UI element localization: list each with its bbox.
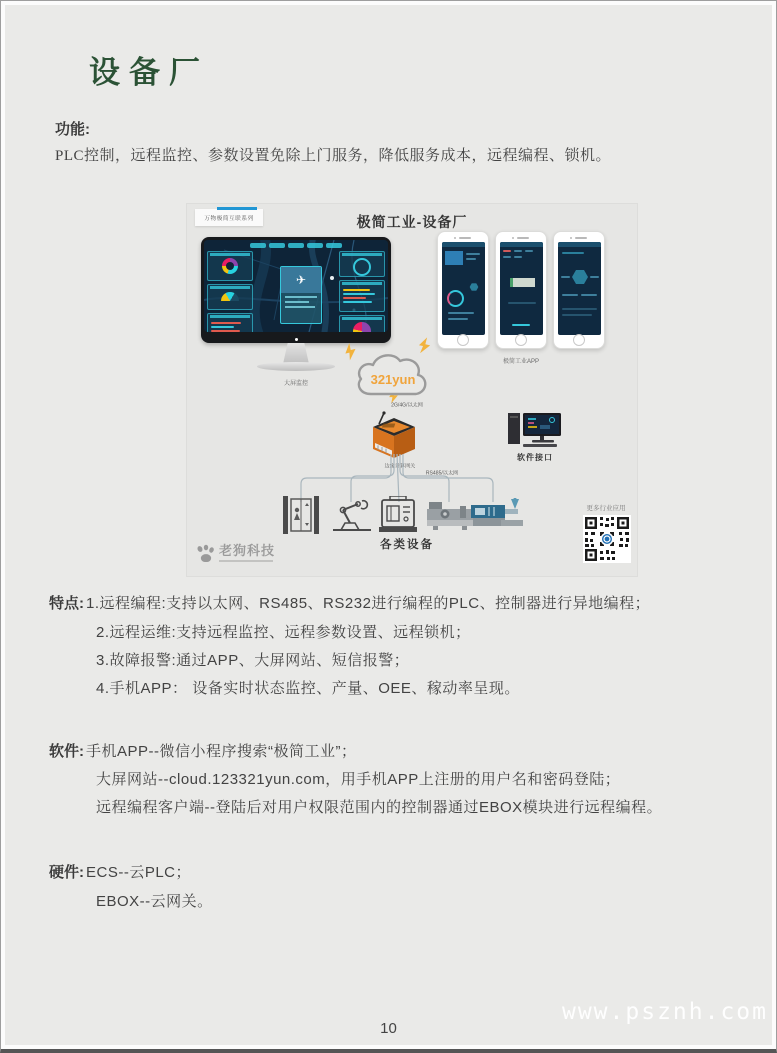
- software-line-1: 手机APP--微信小程序搜索“极简工业”；: [86, 743, 357, 760]
- phone-home-button: [573, 334, 585, 346]
- airplane-icon: ✈: [295, 273, 307, 287]
- watermark: www.psznh.com: [561, 999, 768, 1025]
- injection-molding-machine-icon: [471, 498, 525, 532]
- features-line-3: 3.故障报警:通过APP、大屏网站、短信报警；: [96, 652, 410, 669]
- qr-code: [583, 515, 631, 563]
- dashboard-donut-panel: [207, 251, 253, 281]
- brand-logo: [195, 544, 275, 564]
- page-title: 设备厂: [89, 55, 209, 90]
- qr-label: 更多行业应用: [586, 505, 626, 512]
- cloud-icon: [351, 348, 435, 402]
- monitor-label: 大屏监控: [283, 381, 308, 387]
- dashboard-ring-panel: [339, 251, 385, 277]
- diagram-title: 极简工业-设备厂: [356, 214, 468, 230]
- elevator-icon: [283, 496, 319, 534]
- dashboard-right-panels: [339, 251, 385, 332]
- phone-3-screen: [558, 242, 601, 335]
- features-line-2: 2.远程运维:支持远程监控、远程参数设置、远程锁机；: [96, 624, 471, 641]
- software-interface-pc-icon: [507, 411, 563, 449]
- dashboard-detail-card: [280, 266, 322, 324]
- phone-home-button: [457, 334, 469, 346]
- architecture-diagram: [187, 204, 637, 576]
- dashboard-gauge-panel: [207, 284, 253, 310]
- uplink-label: 2G/4G/以太网: [391, 403, 423, 409]
- series-badge-label: 万物极简互联系列: [204, 216, 254, 222]
- dashboard-list-panel: [339, 280, 385, 312]
- features-line-1: 1.远程编程:支持以太网、RS485、RS232进行编程的PLC、控制器进行异地编程；: [86, 595, 651, 612]
- phone-home-button: [515, 334, 527, 346]
- gateway-label: 边缘计算网关: [384, 464, 416, 470]
- dashboard-nav: [204, 243, 388, 248]
- phone-1: [437, 231, 489, 349]
- paw-icon: [195, 544, 215, 564]
- brand-subtext-bar: [219, 560, 273, 562]
- features-line-4: 4.手机APP： 设备实时状态监控、产量、OEE、稼动率呈现。: [96, 680, 520, 697]
- phone-2-screen: [500, 242, 543, 335]
- software-line-3: 远程编程客户端--登陆后对用户权限范围内的控制器通过EBOX模块进行远程编程。: [96, 799, 663, 816]
- function-text: PLC控制，远程监控、参数设置免除上门服务，降低服务成本，远程编程、锁机。: [55, 148, 612, 164]
- monitor-base: [257, 362, 335, 371]
- robot-arm-icon: [331, 498, 373, 532]
- phone-1-screen: [442, 242, 485, 335]
- phones-label: 极简工业APP: [502, 359, 539, 365]
- page-number: 10: [380, 1020, 397, 1037]
- phone-2: [495, 231, 547, 349]
- software-line-2: 大屏网站--cloud.123321yun.com，用手机APP上注册的用户名和密码登陆；: [96, 771, 621, 788]
- lathe-icon: [427, 500, 473, 530]
- monitor-power-dot: [295, 338, 298, 341]
- features-row-1: [49, 592, 650, 613]
- function-label: 功能:: [55, 121, 90, 138]
- hardware-line-1: ECS--云PLC；: [86, 864, 192, 881]
- hardware-label: 硬件:: [49, 864, 84, 881]
- dashboard-screen: [204, 240, 388, 332]
- monitor: [201, 237, 391, 343]
- cloud-label: 321yun: [370, 372, 416, 387]
- phone-3: [553, 231, 605, 349]
- hardware-line-2: EBOX--云网关。: [96, 893, 213, 910]
- features-label: 特点:: [49, 595, 84, 612]
- brand-name: 老狗科技: [219, 543, 276, 558]
- devices-label: 各类设备: [380, 539, 434, 551]
- software-label: 软件:: [49, 743, 84, 760]
- bus-label: RS485/以太网: [425, 471, 459, 477]
- cnc-machine-icon: [379, 496, 417, 534]
- monitor-stand: [283, 343, 309, 364]
- software-interface-label: 软件接口: [517, 453, 553, 462]
- software-row-1: [49, 740, 357, 761]
- dashboard-left-panels: [207, 251, 253, 332]
- hardware-row-1: [49, 861, 191, 882]
- dashboard-pie-panel: [339, 315, 385, 332]
- dashboard-table-panel: [207, 313, 253, 332]
